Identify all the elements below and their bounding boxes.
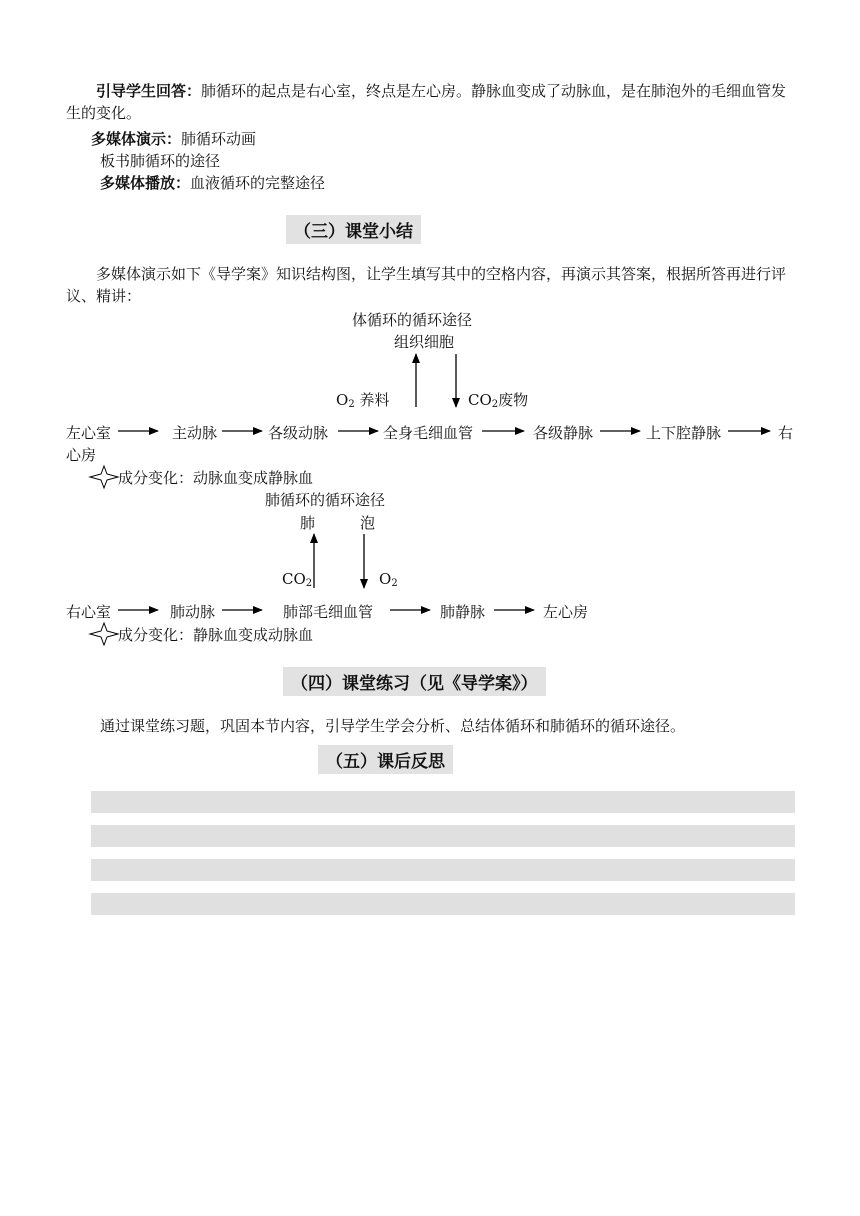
o2-subscript: 2 — [348, 399, 355, 410]
intro-line-board: 板书肺循环的途径 — [100, 152, 221, 170]
intro-label-play: 多媒体播放： — [100, 174, 191, 192]
systemic-node-1: 主动脉 — [172, 424, 218, 442]
o2-subscript: 2 — [391, 578, 398, 589]
intro-text-guide: 肺循环的起点是右心室，终点是左心房。静脉血变成了动脉血，是在肺泡外的毛细血管发生的变化。 — [66, 82, 787, 122]
systemic-node-2: 各级动脉 — [268, 424, 329, 442]
section4-heading: （四）课堂练习（见《导学案》） — [283, 667, 546, 696]
waste-label: 废物 — [498, 391, 529, 409]
pulmonary-node-4: 左心房 — [543, 603, 589, 621]
star-icon — [90, 623, 118, 645]
pulmonary-node-3: 肺静脉 — [440, 603, 486, 621]
systemic-node-0: 左心室 — [66, 424, 112, 442]
intro-label-demo: 多媒体演示： — [91, 130, 182, 148]
nutrient-label: 养料 — [354, 391, 390, 409]
pulmonary-node-1: 肺动脉 — [170, 603, 216, 621]
star-icon — [90, 466, 118, 488]
intro-label-guide: 引导学生回答： — [96, 82, 202, 100]
pulmonary-node-0: 右心室 — [66, 603, 112, 621]
section3-heading: （三）课堂小结 — [286, 215, 421, 244]
co2-symbol: CO — [282, 570, 306, 588]
section3-paragraph: 多媒体演示如下《导学案》知识结构图，让学生填写其中的空格内容，再演示其答案，根据所答再进行评议、精讲： — [66, 265, 787, 305]
reflection-line-3 — [91, 859, 795, 881]
reflection-line-4 — [91, 893, 795, 915]
pulmonary-alveolus-left: 肺 — [300, 514, 316, 532]
pulmonary-change-text: 成分变化：静脉血变成动脉血 — [118, 626, 314, 644]
systemic-cell-label: 组织细胞 — [394, 333, 455, 351]
pulmonary-node-2: 肺部毛细血管 — [283, 603, 374, 621]
systemic-node-6: 右 — [778, 424, 794, 442]
systemic-node-3: 全身毛细血管 — [383, 424, 474, 442]
intro-text-play: 血液循环的完整途径 — [190, 174, 326, 192]
section4-paragraph: 通过课堂练习题，巩固本节内容，引导学生学会分析、总结体循环和肺循环的循环途径。 — [100, 717, 686, 735]
reflection-line-1 — [91, 791, 795, 813]
section5-heading: （五）课后反思 — [318, 745, 453, 774]
o2-symbol: O — [336, 391, 349, 409]
reflection-line-2 — [91, 825, 795, 847]
co2-subscript: 2 — [305, 578, 313, 589]
systemic-node-5: 上下腔静脉 — [646, 424, 722, 442]
systemic-change-text: 成分变化：动脉血变成静脉血 — [118, 469, 314, 487]
systemic-node-4: 各级静脉 — [533, 424, 594, 442]
co2-symbol: CO — [468, 391, 492, 409]
co2-subscript: 2 — [491, 399, 499, 410]
intro-text-demo: 肺循环动画 — [181, 130, 257, 148]
pulmonary-alveolus-right: 泡 — [360, 514, 376, 532]
systemic-title: 体循环的循环途径 — [352, 311, 473, 329]
systemic-node-wrap: 心房 — [66, 446, 97, 464]
pulmonary-title: 肺循环的循环途径 — [265, 491, 386, 509]
o2-symbol: O — [379, 570, 392, 588]
